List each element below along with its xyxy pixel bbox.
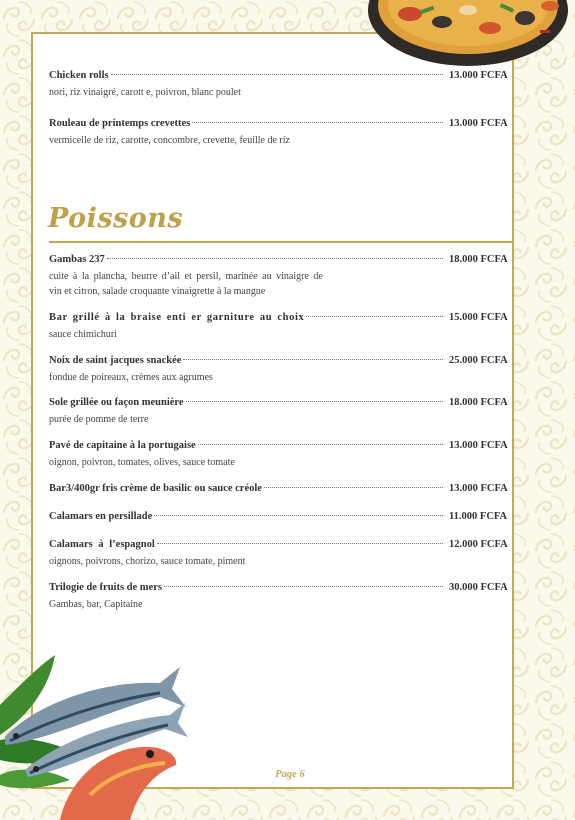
dish-description: vin et citron, salade croquante vinaigrette à la mangue bbox=[49, 286, 266, 297]
menu-item bbox=[49, 397, 515, 427]
dish-price: 25.000 FCFA bbox=[449, 355, 508, 366]
dish-description: fondue de poireaux, crèmes aux agrumes bbox=[49, 372, 213, 383]
menu-item bbox=[49, 355, 515, 385]
dish-price: 13.000 FCFA bbox=[449, 118, 508, 129]
dish-name: Bar3/400gr fris crème de basilic ou sauce créole bbox=[49, 483, 262, 494]
section-title: Poissons bbox=[48, 203, 184, 234]
dish-description: vermicelle de riz, carotte, concombre, crevette, feuille de riz bbox=[49, 135, 290, 146]
leader-dots bbox=[192, 122, 443, 123]
dish-price: 13.000 FCFA bbox=[449, 483, 508, 494]
section-divider bbox=[49, 241, 514, 243]
fish-image bbox=[0, 645, 190, 820]
leader-dots bbox=[111, 74, 443, 75]
dish-description: purée de pomme de terre bbox=[49, 414, 149, 425]
dish-name: Trilogie de fruits de mers bbox=[49, 582, 162, 593]
dish-name: Bar grillé à la braise enti er garniture au choix bbox=[49, 312, 305, 323]
leader-dots bbox=[183, 359, 443, 360]
page-number: Page 6 bbox=[275, 769, 305, 780]
dish-price: 12.000 FCFA bbox=[449, 539, 508, 550]
dish-description: nori, riz vinaigré, carott e, poivron, blanc poulet bbox=[49, 87, 241, 98]
menu-item bbox=[49, 582, 515, 612]
dish-name: Sole grillée ou façon meunière bbox=[49, 397, 184, 408]
leader-dots bbox=[264, 487, 443, 488]
leader-dots bbox=[157, 543, 443, 544]
dish-name: Calamars à l’espagnol bbox=[49, 539, 155, 550]
dish-description: Gambas, bar, Capitaine bbox=[49, 599, 143, 610]
menu-item bbox=[49, 254, 515, 299]
menu-item bbox=[49, 511, 515, 526]
dish-price: 13.000 FCFA bbox=[449, 70, 508, 81]
dish-price: 15.000 FCFA bbox=[449, 312, 508, 323]
leader-dots bbox=[164, 586, 443, 587]
menu-item bbox=[49, 70, 515, 100]
menu-item bbox=[49, 539, 515, 569]
dish-description: cuite à la plancha, beurre d’ail et persil, marinée au vinaigre de bbox=[49, 271, 323, 282]
dish-description: oignon, poivron, tomates, olives, sauce tomate bbox=[49, 457, 235, 468]
menu-item bbox=[49, 440, 515, 470]
dish-name: Gambas 237 bbox=[49, 254, 105, 265]
dish-price: 13.000 FCFA bbox=[449, 440, 508, 451]
dish-price: 18.000 FCFA bbox=[449, 397, 508, 408]
dish-price: 18.000 FCFA bbox=[449, 254, 508, 265]
dish-description: oignons, poivrons, chorizo, sauce tomate, piment bbox=[49, 556, 246, 567]
dish-name: Rouleau de printemps crevettes bbox=[49, 118, 191, 129]
dish-name: Pavé de capitaine à la portugaise bbox=[49, 440, 196, 451]
menu-item bbox=[49, 483, 515, 498]
dish-price: 11.000 FCFA bbox=[449, 511, 508, 522]
dish-price: 30.000 FCFA bbox=[449, 582, 508, 593]
leader-dots bbox=[198, 444, 443, 445]
leader-dots bbox=[186, 401, 443, 402]
leader-dots bbox=[154, 515, 443, 516]
dish-name: Noix de saint jacques snackée bbox=[49, 355, 182, 366]
dish-name: Chicken rolls bbox=[49, 70, 109, 81]
paella-dish-image bbox=[350, 0, 575, 70]
leader-dots bbox=[306, 316, 443, 317]
dish-description: sauce chimichuri bbox=[49, 329, 118, 340]
menu-item bbox=[49, 118, 515, 148]
menu-item bbox=[49, 312, 515, 342]
dish-name: Calamars en persillade bbox=[49, 511, 153, 522]
leader-dots bbox=[107, 258, 443, 259]
